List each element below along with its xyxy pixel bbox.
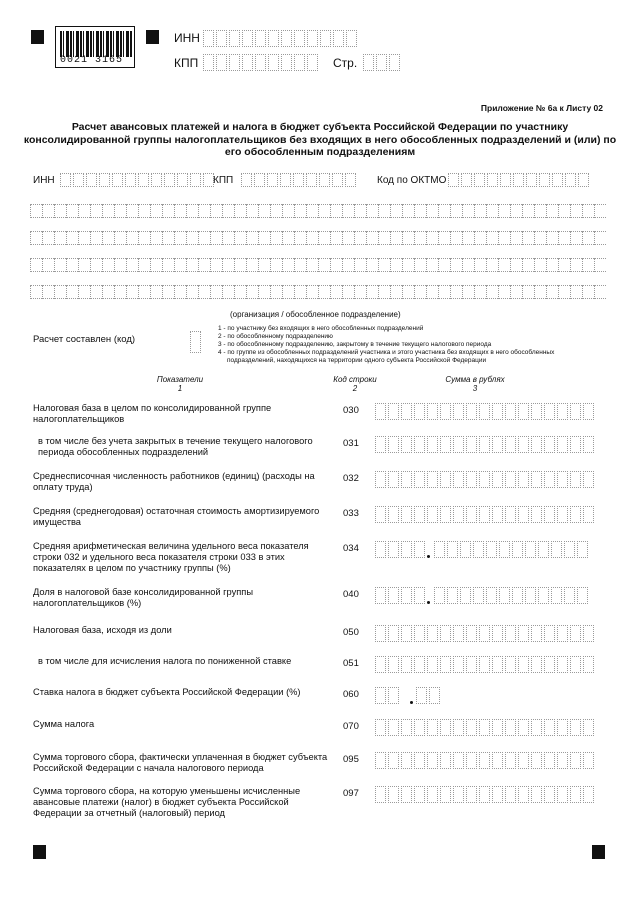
row-code: 040 xyxy=(343,589,359,600)
header-kpp-field[interactable] xyxy=(203,54,320,71)
row-label: Средняя (среднегодовая) остаточная стоимость амортизируемого имущества xyxy=(33,506,320,527)
row-label: в том числе без учета закрытых в течение текущего налогового периода обособленных подразделений xyxy=(38,436,313,457)
header-kpp-label: КПП xyxy=(174,56,199,70)
row-code: 050 xyxy=(343,627,359,638)
col-indicators-num: 1 xyxy=(177,384,183,393)
row-fraction-field[interactable] xyxy=(434,541,590,558)
row-value-field[interactable] xyxy=(375,471,596,488)
row-code: 097 xyxy=(343,788,359,799)
barcode-number: 0021 3165 xyxy=(60,55,124,66)
decimal-point xyxy=(427,555,430,558)
row-code: 033 xyxy=(343,508,359,519)
row-label: Налоговая база в целом по консолидированной группе налогоплательщиков xyxy=(33,403,272,424)
ident-oktmo-field[interactable] xyxy=(448,173,591,187)
decimal-point xyxy=(427,601,430,604)
calc-code-item: 1 - по участнику без входящих в него обособленных подразделений xyxy=(218,325,424,332)
org-name-line-4[interactable] xyxy=(30,285,606,299)
col-indicators-header: Показатели xyxy=(156,375,204,384)
org-name-line-3[interactable] xyxy=(30,258,606,272)
row-label: Налоговая база, исходя из доли xyxy=(33,625,172,635)
row-value-field[interactable] xyxy=(375,587,427,604)
corner-marker-bottom-left xyxy=(33,845,46,859)
row-value-field[interactable] xyxy=(375,786,596,803)
corner-marker-bottom-right xyxy=(592,845,605,859)
calc-code-label: Расчет составлен (код) xyxy=(33,334,136,345)
row-code: 051 xyxy=(343,658,359,669)
appendix-label: Приложение № 6а к Листу 02 xyxy=(480,103,603,113)
row-code: 031 xyxy=(343,438,359,449)
org-caption: (организация / обособленное подразделение) xyxy=(230,310,401,319)
row-value-field[interactable] xyxy=(375,436,596,453)
col-code-header: Код строки xyxy=(333,375,377,384)
row-code: 030 xyxy=(343,405,359,416)
row-value-field[interactable] xyxy=(375,656,596,673)
row-code: 032 xyxy=(343,473,359,484)
header-page-field[interactable] xyxy=(363,54,402,71)
row-label: Доля в налоговой базе консолидированной группы налогоплательщиков (%) xyxy=(33,587,254,608)
calc-code-legend xyxy=(218,325,578,365)
row-label: в том числе для исчисления налога по пониженной ставке xyxy=(38,656,292,666)
row-value-field[interactable] xyxy=(375,625,596,642)
barcode-bars xyxy=(60,31,132,57)
row-code: 070 xyxy=(343,721,359,732)
header-inn-field[interactable] xyxy=(203,30,359,47)
ident-oktmo-label: Код по ОКТМО xyxy=(377,175,447,186)
row-label: Сумма торгового сбора, на которую уменьшены исчисленные авансовые платежи (налог) в бюджет субъекта Российской Федерации за отчетный (налоговый) период xyxy=(33,786,301,818)
row-fraction-field[interactable] xyxy=(416,687,442,704)
row-value-field[interactable] xyxy=(375,687,401,704)
row-code: 034 xyxy=(343,543,359,554)
col-sum-num: 3 xyxy=(472,384,478,393)
calc-code-item: 4 - по группе из обособленных подразделений участника и этого участника без входящих в него обособленных xyxy=(218,349,555,356)
row-label: Средняя арифметическая величина удельного веса показателя строки 032 и удельного веса показателя строки 033 в этих показателях в целом по участнику группы (%) xyxy=(33,541,309,573)
row-value-field[interactable] xyxy=(375,752,596,769)
barcode xyxy=(55,26,135,68)
corner-marker-top-right xyxy=(146,30,159,44)
calc-code-field[interactable] xyxy=(190,331,203,353)
row-fraction-field[interactable] xyxy=(434,587,590,604)
row-value-field[interactable] xyxy=(375,506,596,523)
org-name-line-1[interactable] xyxy=(30,204,606,218)
header-inn-label: ИНН xyxy=(174,31,200,45)
row-code: 060 xyxy=(343,689,359,700)
form-title: Расчет авансовых платежей и налога в бюджет субъекта Российской Федерации по участнику консолидированной группы налогоплательщиков без входящих в него обособленных подразделений и (или) по его обособленным подразделениям xyxy=(23,121,617,158)
row-value-field[interactable] xyxy=(375,719,596,736)
col-sum-header: Сумма в рублях xyxy=(445,375,505,384)
ident-inn-label: ИНН xyxy=(33,175,55,186)
row-value-field[interactable] xyxy=(375,403,596,420)
calc-code-item: 3 - по обособленному подразделению, закрытому в течение текущего налогового периода xyxy=(218,341,492,348)
header-page-label: Стр. xyxy=(333,56,358,70)
row-code: 095 xyxy=(343,754,359,765)
row-label: Среднесписочная численность работников (единиц) (расходы на оплату труда) xyxy=(33,471,315,492)
row-value-field[interactable] xyxy=(375,541,427,558)
ident-kpp-field[interactable] xyxy=(241,173,358,187)
ident-inn-field[interactable] xyxy=(60,173,216,187)
col-code-num: 2 xyxy=(352,384,358,393)
calc-code-item: подразделений, находящихся на территории одного субъекта Российской Федерации xyxy=(227,357,487,364)
decimal-point xyxy=(410,701,413,704)
row-label: Сумма налога xyxy=(33,719,95,729)
corner-marker-top-left xyxy=(31,30,44,44)
row-label: Ставка налога в бюджет субъекта Российской Федерации (%) xyxy=(33,687,301,697)
calc-code-item: 2 - по обособленному подразделению xyxy=(218,333,333,340)
row-label: Сумма торгового сбора, фактически уплаченная в бюджет субъекта Российской Федерации с начала налогового периода xyxy=(33,752,328,773)
ident-kpp-label: КПП xyxy=(213,175,234,186)
org-name-line-2[interactable] xyxy=(30,231,606,245)
